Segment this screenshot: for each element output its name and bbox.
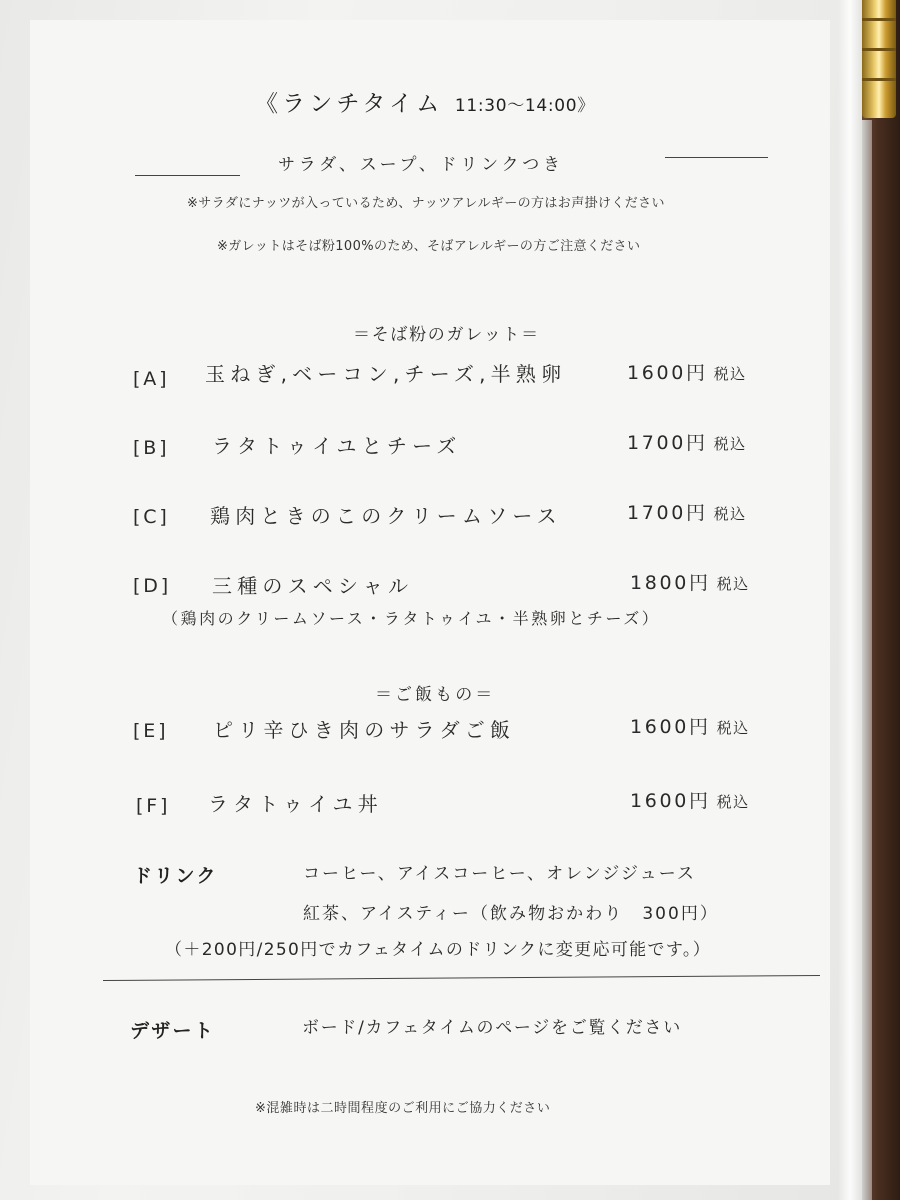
galette-section-title: ＝そば粉のガレット＝ (353, 325, 540, 345)
drink-line-2: 紅茶、アイスティー（飲み物おかわり 300円） (303, 904, 719, 924)
tax-label: 税込 (713, 365, 747, 383)
item-detail-d: （鶏肉のクリームソース・ラタトゥイユ・半熟卵とチーズ） (162, 609, 661, 628)
item-name-b: ラタトゥイユとチーズ (212, 434, 462, 458)
item-code-b: [B] (133, 437, 170, 459)
item-price-a (627, 358, 747, 385)
ring-notch (862, 78, 896, 81)
binder-highlight (862, 120, 872, 1200)
dessert-text: ボード/カフェタイムのページをご覧ください (302, 1018, 682, 1038)
tax-label: 税込 (713, 435, 747, 453)
subtitle-rule-right (665, 157, 768, 158)
drink-line-1: コーヒー、アイスコーヒー、オレンジジュース (303, 864, 696, 884)
tax-label: 税込 (713, 505, 747, 523)
rice-section-title: ＝ご飯もの＝ (375, 685, 496, 705)
item-price-d (630, 568, 750, 595)
item-name-a: 玉ねぎ,ベーコン,チーズ,半熟卵 (205, 362, 567, 386)
ring-notch (862, 18, 896, 21)
footer-note: ※混雑時は二時間程度のご利用にご協力ください (255, 1101, 551, 1116)
page-title (255, 85, 595, 118)
item-name-c: 鶏肉ときのこのクリームソース (210, 504, 562, 528)
item-code-e: [E] (133, 720, 169, 742)
item-code-f: [F] (136, 795, 171, 817)
title-main: 《ランチタイム (255, 91, 444, 117)
note-soba: ※ガレットはそば粉100%のため、そばアレルギーの方ご注意ください (217, 239, 641, 254)
item-price-b (627, 428, 747, 455)
item-price-e (630, 712, 750, 739)
item-price-c (627, 498, 747, 525)
price-value: 1600円 (630, 716, 711, 738)
item-code-c: [C] (133, 506, 170, 528)
price-value: 1800円 (630, 572, 711, 594)
tax-label: 税込 (716, 719, 750, 737)
price-value: 1700円 (627, 432, 708, 454)
price-value: 1600円 (630, 790, 711, 812)
title-time: 11:30〜14:00》 (454, 96, 595, 116)
drink-line-3: （＋200円/250円でカフェタイムのドリンクに変更応可能です。） (165, 940, 712, 960)
item-price-f (630, 786, 750, 813)
subtitle: サラダ、スープ、ドリンクつき (278, 155, 564, 175)
item-code-d: [D] (133, 575, 172, 597)
note-nuts: ※サラダにナッツが入っているため、ナッツアレルギーの方はお声掛けください (187, 196, 665, 211)
item-name-f: ラタトゥイユ丼 (208, 792, 383, 816)
item-code-a: [A] (133, 368, 170, 390)
dessert-label: デザート (130, 1020, 216, 1042)
item-name-d: 三種のスペシャル (212, 574, 414, 598)
item-name-e: ピリ辛ひき肉のサラダご飯 (213, 718, 516, 742)
tax-label: 税込 (716, 793, 750, 811)
ring-notch (862, 48, 896, 51)
subtitle-rule-left (135, 175, 240, 176)
tax-label: 税込 (716, 575, 750, 593)
price-value: 1600円 (627, 362, 708, 384)
drink-label: ドリンク (133, 865, 218, 887)
price-value: 1700円 (627, 502, 708, 524)
